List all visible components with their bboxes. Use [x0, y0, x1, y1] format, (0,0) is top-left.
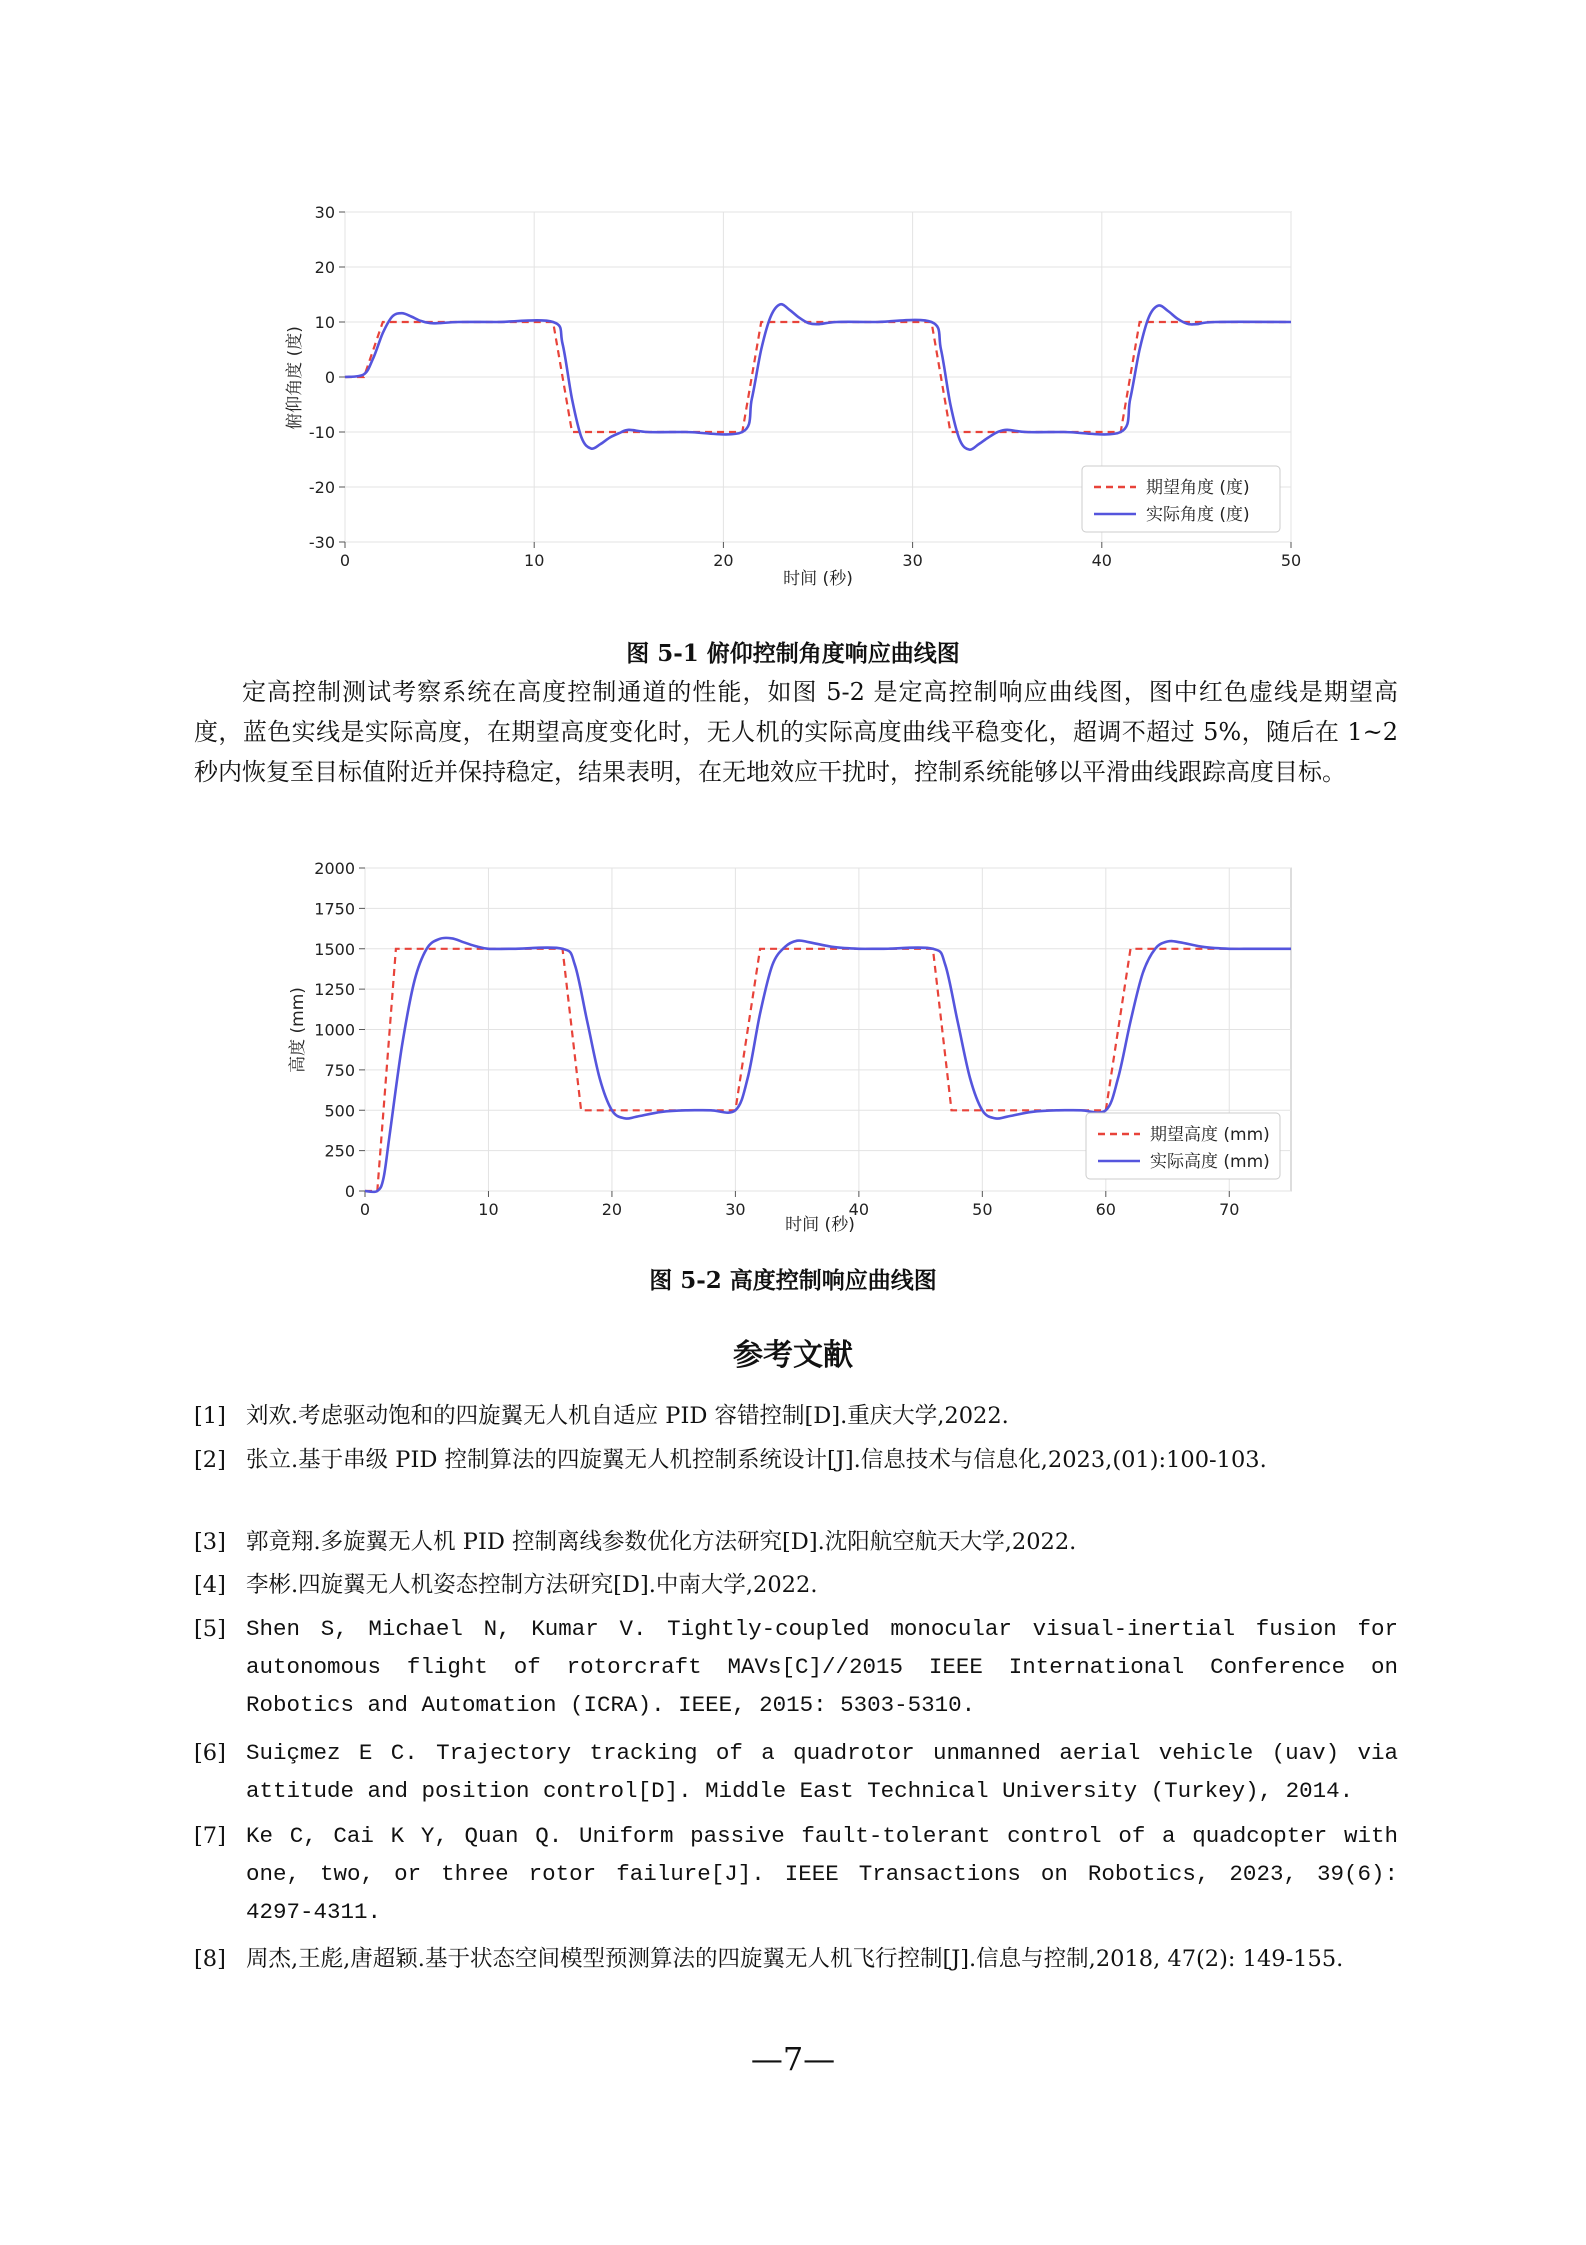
legend [1082, 466, 1280, 532]
reference-item [194, 1441, 1398, 1479]
reference-text: 张立.基于串级 PID 控制算法的四旋翼无人机控制系统设计[J].信息技术与信息化,2023,(01):100-103. [246, 1447, 1267, 1473]
reference-item [194, 1523, 1398, 1561]
references-title: 参考文献 [733, 1338, 853, 1373]
reference-text: 刘欢.考虑驱动饱和的四旋翼无人机自适应 PID 容错控制[D].重庆大学,2022. [246, 1403, 1009, 1429]
y-tick-label: 1500 [314, 939, 355, 959]
reference-number: [7] [194, 1823, 226, 1849]
legend-label-desired: 期望高度 (mm) [1150, 1125, 1270, 1145]
x-tick-label: 50 [1280, 551, 1302, 570]
y-tick-label: 2000 [314, 859, 355, 878]
x-tick-label: 0 [359, 1200, 371, 1219]
altitude-chart [0, 850, 1586, 1250]
reference-text: 周杰,王彪,唐超颖.基于状态空间模型预测算法的四旋翼无人机飞行控制[J].信息与控制,2018, 47(2): 149-155. [246, 1946, 1344, 1972]
reference-item [194, 1397, 1398, 1435]
x-tick-label: 10 [524, 551, 545, 570]
y-tick-label: 750 [324, 1060, 355, 1080]
x-tick-label: 30 [725, 1200, 746, 1219]
reference-number: [6] [194, 1740, 226, 1766]
figure-caption: 图 5-2 高度控制响应曲线图 [649, 1267, 937, 1294]
figure-caption: 图 5-1 俯仰控制角度响应曲线图 [626, 640, 960, 667]
body-paragraph [194, 672, 1398, 792]
x-tick-label: 70 [1219, 1200, 1240, 1219]
y-tick-label: 1000 [314, 1020, 355, 1040]
y-tick-label: 10 [314, 313, 335, 332]
reference-number: [1] [194, 1403, 226, 1429]
y-tick-label: 20 [314, 258, 335, 277]
y-tick-label: 1250 [314, 980, 355, 1000]
y-tick-label: 0 [344, 1182, 355, 1201]
x-axis-label: 时间 (秒) [783, 569, 853, 589]
x-tick-label: 40 [848, 1200, 870, 1219]
y-tick-label: -10 [308, 423, 335, 442]
reference-number: [8] [194, 1946, 226, 1972]
reference-item [194, 1610, 1398, 1724]
x-tick-label: 30 [902, 551, 923, 570]
reference-text: Shen S, Michael N, Kumar V. Tightly-coupled monocular visual-inertial fusion for autonomous flight of rotorcraft MAVs[C]//2015 IEEE International Conference on Robotics and Automation (ICRA). IEEE, 2015: 5303-5310. [246, 1616, 1398, 1718]
reference-number: [2] [194, 1447, 226, 1473]
y-tick-label: 250 [324, 1141, 355, 1161]
x-tick-label: 0 [339, 551, 351, 570]
reference-number: [5] [194, 1616, 226, 1642]
reference-number: [4] [194, 1572, 226, 1598]
y-tick-label: -20 [308, 478, 335, 497]
paragraph-text: 定高控制测试考察系统在高度控制通道的性能，如图 5-2 是定高控制响应曲线图，图中红色虚线是期望高度，蓝色实线是实际高度，在期望高度变化时，无人机的实际高度曲线平稳变化，超调不超过 5%，随后在 1~2 秒内恢复至目标值附近并保持稳定，结果表明，在无地效应干扰时，控制系统能够以平滑曲线跟踪高度目标。 [194, 678, 1398, 786]
reference-item [194, 1940, 1398, 1978]
page-number: —7— [750, 2040, 836, 2078]
y-axis-label: 高度 (mm) [288, 987, 308, 1073]
x-tick-label: 10 [478, 1200, 499, 1219]
x-tick-label: 50 [972, 1200, 993, 1219]
x-tick-label: 20 [601, 1200, 623, 1219]
reference-number: [3] [194, 1529, 226, 1555]
y-tick-label: 500 [324, 1101, 355, 1121]
y-tick-label: 0 [324, 368, 335, 387]
legend [1086, 1113, 1280, 1179]
reference-item [194, 1566, 1398, 1604]
pitch-angle-chart [0, 190, 1586, 610]
x-axis-label: 时间 (秒) [785, 1215, 855, 1235]
legend-label-desired: 期望角度 (度) [1146, 478, 1250, 498]
x-tick-label: 60 [1095, 1200, 1116, 1219]
reference-text: Ke C, Cai K Y, Quan Q. Uniform passive fault-tolerant control of a quadcopter with one, two, or three rotor failure[J]. IEEE Transactions on Robotics, 2023, 39(6): 4297-4311. [246, 1823, 1398, 1925]
reference-item [194, 1817, 1398, 1931]
reference-item [194, 1734, 1398, 1810]
x-tick-label: 20 [713, 551, 734, 570]
legend-label-actual: 实际角度 (度) [1146, 505, 1250, 525]
reference-text: 李彬.四旋翼无人机姿态控制方法研究[D].中南大学,2022. [246, 1572, 818, 1598]
y-axis-label: 俯仰角度 (度) [285, 326, 305, 430]
legend-label-actual: 实际高度 (mm) [1150, 1152, 1270, 1172]
y-tick-label: 1750 [314, 899, 355, 919]
y-tick-label: -30 [308, 533, 335, 552]
x-tick-label: 40 [1091, 551, 1112, 570]
reference-text: 郭竟翔.多旋翼无人机 PID 控制离线参数优化方法研究[D].沈阳航空航天大学,2022. [246, 1529, 1077, 1555]
reference-text: Suiçmez E C. Trajectory tracking of a quadrotor unmanned aerial vehicle (uav) via attitude and position control[D]. Middle East Technical University (Turkey), 2014. [246, 1740, 1398, 1804]
y-tick-label: 30 [314, 203, 335, 222]
